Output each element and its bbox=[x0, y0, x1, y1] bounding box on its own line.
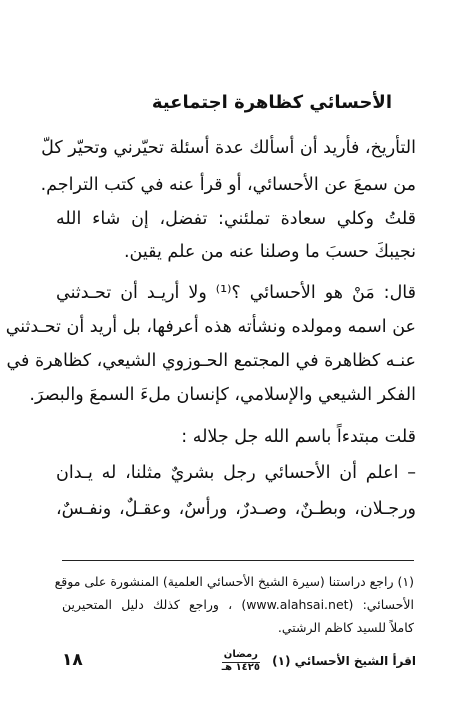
footer-book-title: اقرأ الشيخ الأحسائي (١) bbox=[272, 654, 416, 668]
footer-year: ١٤٢٥ هـ bbox=[221, 661, 260, 673]
body-line: قلتُ وكلي سعادة تملئني: تفضل، إن شاء الله bbox=[56, 209, 416, 229]
body-line: قلت مبتدءاً باسم الله جل جلاله : bbox=[181, 427, 416, 447]
body-line: – اعلم أن الأحسائي رجل بشريٌ مثلنا، له يـدان bbox=[56, 463, 416, 483]
footnote-line: الأحسائي: (www.alahsai.net) ، وراجع كذلك دليل المتحيرين bbox=[62, 597, 414, 612]
body-line: التأريخ، فأريد أن أسألك عدة أسئلة تحيّرني وتحيّر كلّ bbox=[41, 138, 416, 158]
page-number: ١٨ bbox=[62, 650, 83, 670]
page-header-title: الأحسائي كظاهرة اجتماعية bbox=[151, 92, 392, 113]
footnote-line: (١) راجع دراستنا (سيرة الشيخ الأحسائي العلمية) المنشورة على موقع bbox=[54, 574, 414, 589]
footnote-divider bbox=[62, 560, 414, 561]
body-line: عن اسمه ومولده ونشأته هذه أعرفها، بل أريد أن تحـدثني bbox=[5, 317, 416, 337]
running-footer bbox=[222, 650, 416, 673]
body-line: من سمعَ عن الأحسائي، أو قرأ عنه في كتب التراجم. bbox=[40, 175, 416, 195]
body-line: عنـه كظاهرة في المجتمع الحـوزوي الشيعي، كظاهرة في bbox=[6, 351, 416, 371]
body-line: الفكر الشيعي والإسلامي، كإنسان ملءَ السمعَ والبصرَ. bbox=[29, 385, 416, 405]
body-line: قال: مَنْ هو الأحسائي ؟⁽¹⁾ ولا أريـد أن تحـدثني bbox=[56, 283, 416, 303]
body-line: نجيبكَ حسبَ ما وصلنا عنه من علم يقين. bbox=[123, 242, 416, 262]
body-line: ورجـلان، وبطـنٌ، وصـدرٌ، ورأسٌ، وعقـلٌ، ونفـسٌ، bbox=[56, 499, 416, 519]
footer-date bbox=[222, 650, 260, 673]
footer-month: رمضان bbox=[222, 650, 260, 663]
footnote-line: كاملاً للسيد كاظم الرشتي. bbox=[277, 620, 414, 635]
